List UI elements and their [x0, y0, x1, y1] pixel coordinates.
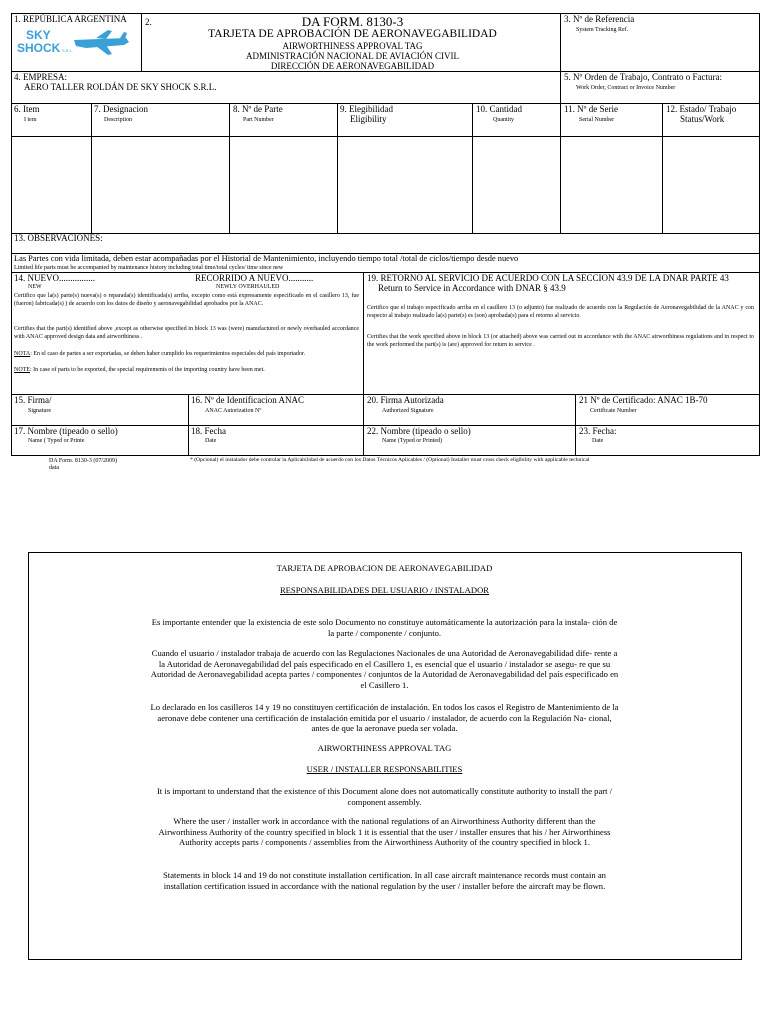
signature-label: 15. Firma/	[14, 395, 52, 405]
col-part-label: 8. Nº de Parte	[233, 104, 283, 114]
admin-name: ADMINISTRACIÓN NACIONAL DE AVIACIÓN CIVIL	[246, 51, 459, 61]
form-id: DA FORM. 8130-3	[301, 14, 404, 29]
divider	[337, 103, 338, 233]
divider	[11, 136, 760, 137]
block19-cert-es: Certifico que el trabajo especificado arriba en el casillero 13 (o adjunto) fue realizado de acuerdo con la Regulación de Aeronavegabilidad de la ANAC y con respecto al trabajo realizado la(s) parte(s) es (son) aprobada(s) para el retorno al servicio.	[367, 305, 754, 319]
back-subtitle-es: RESPONSABILIDADES DEL USUARIO / INSTALADOR	[279, 585, 490, 595]
back-paragraph	[28, 870, 741, 891]
order-sub: Work Order, Contract or Invoice Number	[576, 85, 676, 91]
title-en: AIRWORTHINESS APPROVAL TAG	[282, 41, 423, 51]
remarks-label: 13. OBSERVACIONES:	[14, 233, 103, 243]
back-paragraph	[28, 786, 741, 807]
divider	[188, 394, 189, 456]
back-p1-en: It is important to understand that the existence of this Document alone does not automatically constitute authority to install the part / component assembly.	[156, 786, 613, 807]
col-quantity-label: 10. Cantidad	[476, 104, 522, 114]
col-status-label: 12. Estado/ Trabajo	[666, 104, 737, 114]
order-label: 5. Nº Orden de Trabajo, Contrato o Factura:	[564, 72, 723, 82]
authorized-signature-label: 20. Firma Autorizada	[367, 395, 444, 405]
divider	[575, 394, 576, 456]
block19-title-en: Return to Service in Accordance with DNAR § 43.9	[378, 283, 566, 293]
back-p2-en: Where the user / installer work in accordance with the national regulations of an Airworthiness Authority different than the Airworthiness Authority of the country specified in block 1 it is essential that the user / installer ensures that his / her Airworthiness Authority accepts parts / components / assemblies from the Airworthiness Authority of the country specified in block 1.	[158, 816, 611, 848]
form-version: DA Form. 8130-3 (07/2009)	[49, 458, 117, 464]
new-label: 14. NUEVO................	[14, 273, 95, 283]
date-label: 18. Fecha	[191, 426, 226, 436]
block14-cert-en: Certifies that the part(s) identified above ,except as otherwise specified in block 13 was (were) manufactured or newly overhauled accordance with ANAC approved design data and airworthiness .	[14, 326, 359, 340]
logo-srl-text: S.R.L.	[62, 48, 74, 53]
back-p2-es: Cuando el usuario / instalador trabaja de acuerdo con las Regulaciones Nacionales de una Autoridad de Aeronavegabilidad dife- rente a la Autoridad de Aeronavegabilidad del país especificado en el Casillero 1, es esencial que el usuario / instalador se asegu- re que su Autoridad de Aeronavegabilidad acepta partes / componentes / conjuntos de la Autoridad de Aeronavegabilidad del país especificado en el Casillero 1.	[150, 648, 619, 691]
title-es: TARJETA DE APROBACIÓN DE AERONAVEGABILIDAD	[208, 28, 497, 40]
col-eligibility-label: 9. Elegibilidad	[340, 104, 393, 114]
logo-shock-text: SHOCK	[17, 41, 61, 55]
optional-note: * (Opcional) el instalador debe controlar la Aplicabilidad de acuerdo con los Datos Técnicos Aplicables / (Optional) Installer must cross check eligibility with applicable technical	[190, 457, 590, 463]
back-paragraph	[28, 816, 741, 848]
note-text: : In case of parts to be exported, the special requirements of the importing country have been met.	[30, 367, 265, 373]
block14-note	[14, 367, 359, 375]
name-label: 17. Nombre (tipeado o sello)	[14, 426, 118, 436]
block19-cert-en: Certifies that the work specified above in block 13 (or attached) above was carried out in accordance with the ANAC airworthiness regulations and in respect to the work performed the part(s) is (are) approved for return to service .	[367, 334, 754, 348]
company-label: 4. EMPRESA:	[14, 72, 68, 82]
divider	[11, 233, 760, 234]
authorized-name-sub: Name (Typed or Printed)	[382, 438, 443, 444]
certificate-label: 21 Nº de Certificado: ANAC 1B-70	[579, 395, 708, 405]
col-eligibility-sub: Eligibility	[350, 114, 387, 124]
back-paragraph	[28, 648, 741, 691]
block14-nota	[14, 351, 359, 359]
airplane-icon	[74, 30, 129, 55]
back-title-en: AIRWORTHINESS APPROVAL TAG	[317, 743, 452, 753]
name-sub: Name ( Typed or Printe	[28, 438, 85, 444]
logo-sky-text: SKY	[26, 28, 51, 42]
block14-cert-es: Certifico que la(s) parte(s) nueva(s) o reparada(s) identificada(s) arriba, excepto como está expresamente especificado en el casillero 13, fue (fueron) fabricada(s) ) de acuerdo con los datos de diseño y aeronavegabilidad aprobados por la ANAC.	[14, 293, 359, 307]
anac-id-label: 16. Nº de Identificacion ANAC	[191, 395, 305, 405]
overhaul-label: RECORRIDO A NUEVO...........	[195, 273, 314, 283]
ref-label: 3. Nº de Referencia	[564, 14, 635, 24]
back-title-es: TARJETA DE APROBACION DE AERONAVEGABILIDAD	[276, 563, 493, 573]
form-version-cont: data	[49, 465, 59, 471]
col-item-label: 6. Item	[14, 104, 40, 114]
authorized-name-label: 22. Nombre (tipeado o sello)	[367, 426, 471, 436]
divider	[229, 103, 230, 233]
col-description-sub: Description	[104, 117, 132, 123]
ref-sub: System Tracking Ref.	[576, 27, 629, 33]
back-paragraph	[28, 617, 741, 638]
col-quantity-sub: Quantity	[493, 117, 514, 123]
nota-text: : En el caso de partes a ser exportadas, se deben haber cumplido los requerimientos especiales del país importador.	[30, 351, 306, 357]
divider	[363, 272, 364, 456]
col-description-label: 7. Designacion	[94, 104, 148, 114]
back-instructions-box	[28, 552, 742, 960]
authorized-signature-sub: Authorized Signature	[382, 408, 434, 414]
country-label: 1. REPÚBLICA ARGENTINA	[14, 14, 127, 24]
certificate-sub: Certificate Number	[590, 408, 637, 414]
divider	[141, 13, 142, 71]
nota-label: NOTA	[14, 351, 31, 357]
box2-label: 2.	[145, 17, 152, 27]
divider	[560, 103, 561, 233]
col-part-sub: Part Number	[243, 117, 274, 123]
remarks-note-es: Las Partes con vida limitada, deben estar acompañadas por el Historial de Mantenimiento, incluyendo tiempo total /total de ciclos/tiempo desde nuevo	[14, 254, 519, 263]
direction-name: DIRECCIÓN DE AERONAVEGABILIDAD	[270, 61, 435, 71]
overhaul-sub: NEWLY OVERHAULED	[216, 284, 280, 290]
col-status-sub: Status/Work	[680, 114, 725, 124]
sky-shock-logo	[16, 28, 134, 62]
authorized-date-label: 23. Fecha:	[579, 426, 617, 436]
divider	[662, 103, 663, 233]
company-name: AERO TALLER ROLDÁN DE SKY SHOCK S.R.L.	[24, 82, 217, 92]
new-sub: NEW	[28, 284, 42, 290]
back-p3-es: Lo declarado en los casilleros 14 y 19 no constituyen certificación de instalación. En todos los casos el Registro de Mantenimiento de la aeronave debe contener una certificación de instalación emitida por el usuario / instalador, de acuerdo con la Regulación Na- cional, antes de que la aeronave pueda ser volada.	[150, 702, 619, 734]
back-p1-es: Es importante entender que la existencia de este solo Documento no constituye automáticamente la autorización para la instala- ción de la parte / componente / conjunto.	[151, 617, 618, 638]
anac-id-sub: ANAC Autorization Nº	[205, 408, 262, 414]
col-serial-label: 11. Nº de Serie	[564, 104, 618, 114]
back-p3-en: Statements in block 14 and 19 do not constitute installation certification. In all case aircraft maintenance records must contain an installation certification issued in accordance with the national regulation by the user / installer before the aircraft may be flown.	[163, 870, 606, 891]
remarks-note-en: Limited life parts must be accompanied by maintenance history including total time/total cycles/ time since new	[14, 265, 284, 271]
back-paragraph	[28, 702, 741, 734]
date-sub: Date	[205, 438, 217, 444]
divider	[91, 103, 92, 233]
back-subtitle-en: USER / INSTALLER RESPONSABILITIES	[306, 764, 463, 774]
divider	[472, 103, 473, 233]
col-serial-sub: Serial Number	[579, 117, 615, 123]
authorized-date-sub: Date	[592, 438, 604, 444]
col-item-sub: I tem	[24, 117, 37, 123]
signature-sub: Signature	[28, 408, 51, 414]
block19-title: 19. RETORNO AL SERVICIO DE ACUERDO CON LA SECCION 43.9 DE LA DNAR PARTE 43	[367, 273, 729, 283]
note-label: NOTE	[14, 367, 30, 373]
